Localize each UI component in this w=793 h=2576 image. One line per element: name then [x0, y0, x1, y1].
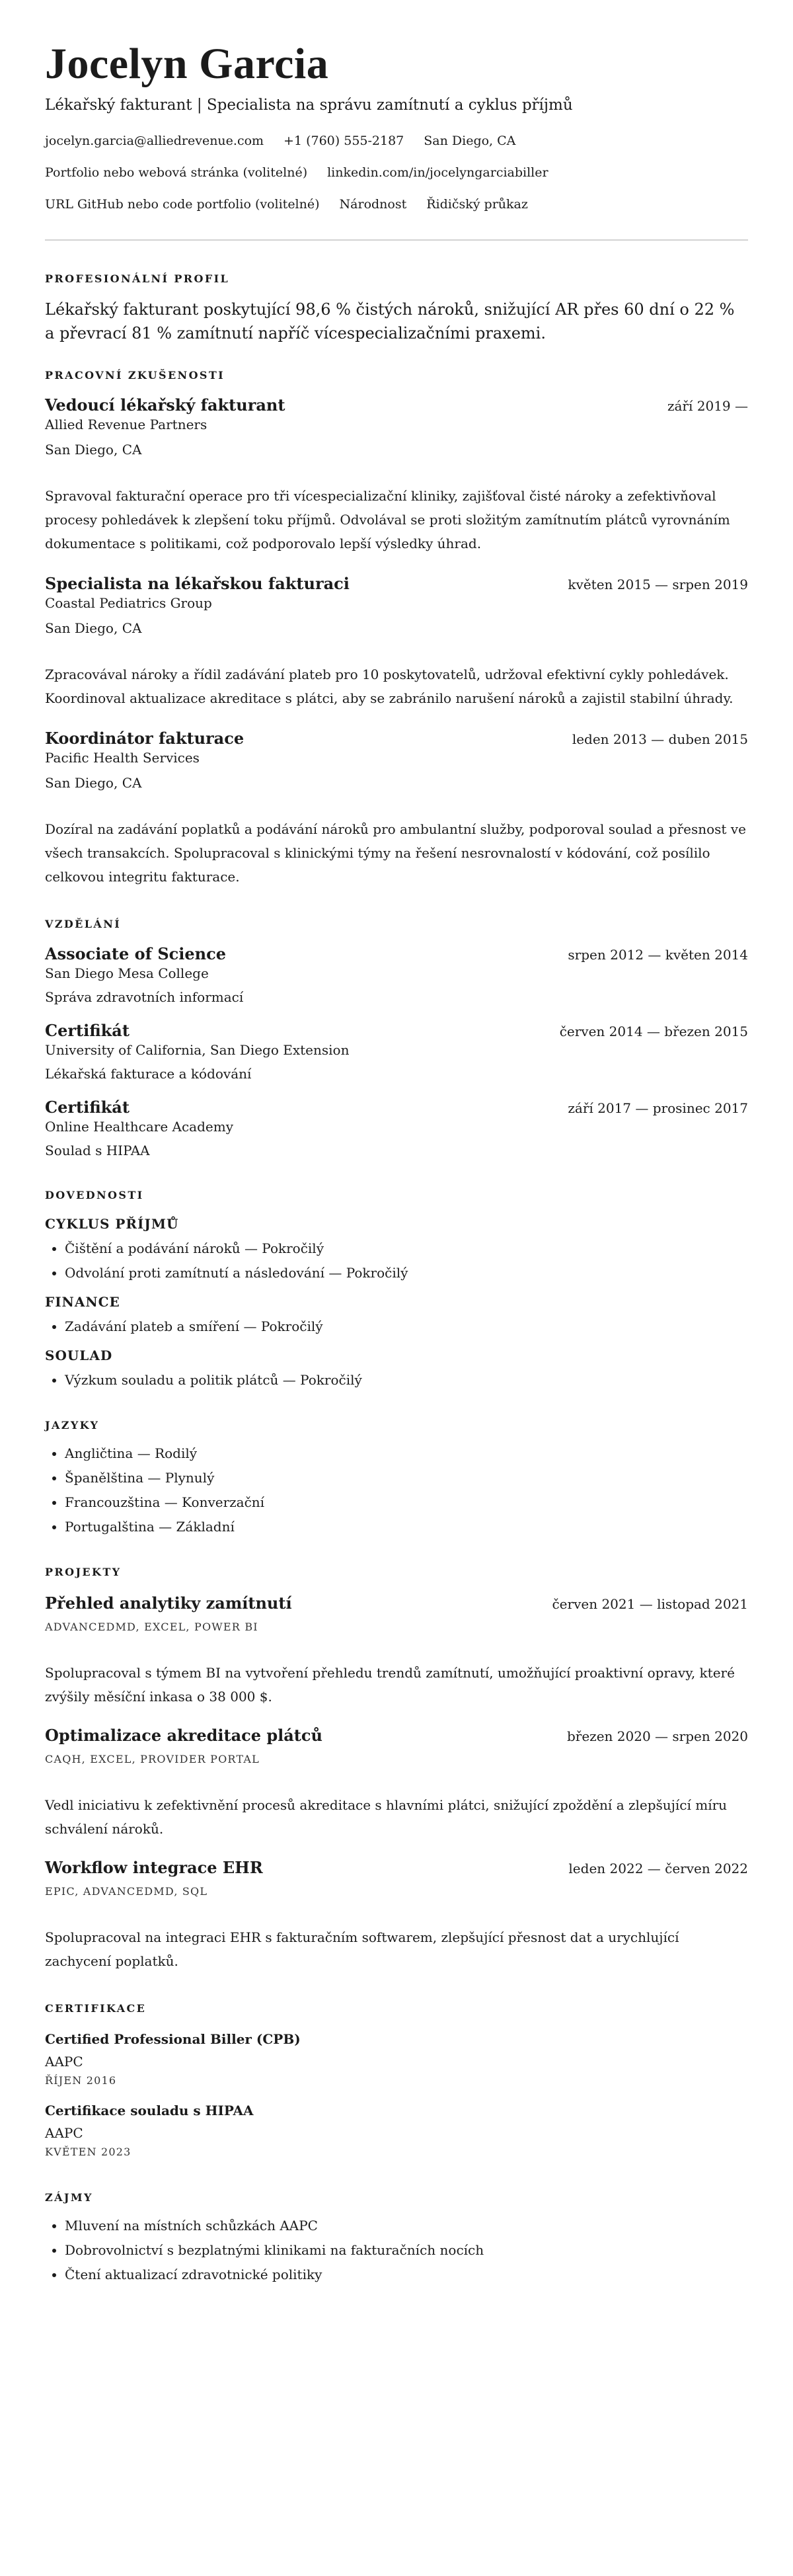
education-entry [45, 1098, 748, 1160]
skill-category: SOULAD [45, 1348, 113, 1363]
certification-issuer: AAPC [45, 2054, 83, 2070]
project-entry [45, 1858, 748, 1973]
job-location: San Diego, CA [45, 620, 142, 636]
linkedin-link[interactable]: linkedin.com/in/jocelyngarciabiller [327, 165, 548, 180]
language-item: • Španělština — Plynulý [65, 1466, 748, 1490]
section-title-certifications: CERTIFIKACE [45, 2002, 147, 2015]
portfolio-link[interactable]: Portfolio nebo webová stránka (volitelné) [45, 165, 308, 180]
languages-section [45, 1419, 748, 1539]
skill-item: • Zadávání plateb a smíření — Pokročilý [65, 1314, 748, 1339]
school: Online Healthcare Academy [45, 1119, 234, 1135]
certification-name: Certifikace souladu s HIPAA [45, 2103, 254, 2118]
header-divider [45, 239, 748, 241]
project-dates: leden 2022 — červen 2022 [568, 1861, 748, 1876]
certification-date: KVĚTEN 2023 [45, 2146, 132, 2158]
certification-issuer: AAPC [45, 2125, 83, 2141]
field-of-study: Lékařská fakturace a kódování [45, 1066, 252, 1082]
project-description: Spolupracoval na integraci EHR s fakturačním softwarem, zlepšující přesnost dat a urychlující zachycení poplatků. [45, 1929, 679, 1969]
project-tech: EPIC, ADVANCEDMD, SQL [45, 1885, 208, 1898]
section-title-languages: JAZYKY [45, 1419, 100, 1431]
project-name: Optimalizace akreditace plátců [45, 1726, 322, 1745]
education-entry [45, 944, 748, 1006]
job-description: Dozíral na zadávání poplatků a podávání nároků pro ambulantní služby, podporoval soulad a přesnost ve všech transakcích. Spolupracoval s klinickými týmy na řešení nesrovnalostí v kódování, což posílilo celkovou integritu fakturace. [45, 821, 746, 885]
contact-row-1 [45, 132, 748, 149]
job-dates: květen 2015 — srpen 2019 [568, 577, 748, 592]
job-company: Allied Revenue Partners [45, 417, 208, 432]
job-dates: září 2019 — [667, 398, 748, 414]
degree: Certifikát [45, 1021, 130, 1040]
certifications-section [45, 2002, 748, 2159]
education-dates: červen 2014 — březen 2015 [559, 1024, 748, 1039]
section-title-profile: PROFESIONÁLNÍ PROFIL [45, 272, 230, 285]
section-title-skills: DOVEDNOSTI [45, 1189, 144, 1201]
school: San Diego Mesa College [45, 965, 209, 981]
job-description: Spravoval fakturační operace pro tři vícespecializační kliniky, zajišťoval čisté nároky a zefektivňoval procesy pohledávek k zlepšení toku příjmů. Odvolával se proti složitým zamítnutím plátců vyrovnáním dokumentace s politikami, což podporovalo lepší výsledky úhrad. [45, 488, 730, 551]
skill-list [45, 1236, 748, 1285]
location-text: San Diego, CA [424, 134, 516, 148]
skill-category: CYKLUS PŘÍJMŮ [45, 1216, 179, 1232]
education-entry [45, 1021, 748, 1083]
degree: Certifikát [45, 1098, 130, 1117]
job-role: Specialista na lékařskou fakturaci [45, 574, 350, 593]
language-item: • Angličtina — Rodilý [65, 1441, 748, 1466]
degree: Associate of Science [45, 944, 226, 963]
section-title-projects: PROJEKTY [45, 1566, 122, 1578]
certification-entry [45, 2030, 748, 2088]
skill-group [45, 1293, 748, 1339]
job-role: Koordinátor fakturace [45, 729, 245, 748]
interests-section [45, 2191, 748, 2287]
candidate-name: Jocelyn Garcia [45, 40, 329, 88]
certification-date: ŘÍJEN 2016 [45, 2074, 117, 2087]
project-tech: ADVANCEDMD, EXCEL, POWER BI [45, 1621, 258, 1633]
skill-list [45, 1314, 748, 1339]
phone-text: +1 (760) 555-2187 [283, 134, 404, 148]
job-description: Zpracovával nároky a řídil zadávání plateb pro 10 poskytovatelů, udržoval efektivní cykly pohledávek. Koordinoval aktualizace akreditace s plátci, aby se zabránilo narušení nároků a zajistil stabilní úhrady. [45, 666, 734, 706]
education-section [45, 918, 748, 1160]
interest-item: • Dobrovolnictví s bezplatnými klinikami na fakturačních nocích [65, 2238, 748, 2263]
job-company: Coastal Pediatrics Group [45, 595, 212, 611]
school: University of California, San Diego Extension [45, 1042, 350, 1058]
project-dates: březen 2020 — srpen 2020 [566, 1728, 748, 1744]
project-entry [45, 1593, 748, 1709]
headline: Lékařský fakturant | Specialista na správu zamítnutí a cyklus příjmů [45, 97, 573, 114]
experience-entry [45, 574, 748, 710]
resume-header [45, 41, 748, 213]
project-name: Workflow integrace EHR [45, 1858, 263, 1877]
experience-section [45, 369, 748, 889]
projects-section [45, 1566, 748, 1973]
skills-section [45, 1189, 748, 1392]
experience-entry [45, 395, 748, 555]
language-item: • Portugalština — Základní [65, 1515, 748, 1539]
field-of-study: Správa zdravotních informací [45, 989, 244, 1005]
skill-item: • Výzkum souladu a politik plátců — Pokročilý [65, 1368, 748, 1392]
education-dates: srpen 2012 — květen 2014 [568, 947, 748, 963]
skill-category: FINANCE [45, 1294, 120, 1310]
education-dates: září 2017 — prosinec 2017 [568, 1100, 748, 1116]
job-company: Pacific Health Services [45, 750, 200, 766]
interest-item: • Čtení aktualizací zdravotnické politiky [65, 2263, 748, 2287]
skill-group [45, 1347, 748, 1392]
section-title-experience: PRACOVNÍ ZKUŠENOSTI [45, 369, 225, 382]
contact-row-2 [45, 164, 748, 181]
project-tech: CAQH, EXCEL, PROVIDER PORTAL [45, 1753, 260, 1765]
skill-group [45, 1215, 748, 1285]
section-title-education: VZDĚLÁNÍ [45, 918, 122, 930]
section-title-interests: ZÁJMY [45, 2191, 93, 2204]
job-role: Vedoucí lékařský fakturant [45, 395, 285, 415]
project-name: Přehled analytiky zamítnutí [45, 1593, 292, 1613]
skill-item: • Čištění a podávání nároků — Pokročilý [65, 1236, 748, 1261]
project-dates: červen 2021 — listopad 2021 [552, 1596, 748, 1612]
email-link[interactable]: jocelyn.garcia@alliedrevenue.com [45, 134, 264, 148]
github-link[interactable]: URL GitHub nebo code portfolio (volitelné) [45, 197, 320, 212]
language-list [45, 1441, 748, 1539]
project-entry [45, 1726, 748, 1841]
profile-summary: Lékařský fakturant poskytující 98,6 % čistých nároků, snižující AR přes 60 dní o 22 % a převrací 81 % zamítnutí napříč vícespecializačními praxemi. [45, 300, 735, 342]
certification-entry [45, 2101, 748, 2159]
language-item: • Francouzština — Konverzační [65, 1490, 748, 1515]
nationality-text: Národnost [339, 197, 407, 212]
skill-item: • Odvolání proti zamítnutí a následování — Pokročilý [65, 1261, 748, 1285]
job-dates: leden 2013 — duben 2015 [572, 731, 748, 747]
job-location: San Diego, CA [45, 442, 142, 458]
project-description: Vedl iniciativu k zefektivnění procesů akreditace s hlavními plátci, snižující zpoždění a zlepšující míru schválení nároků. [45, 1797, 728, 1837]
experience-entry [45, 729, 748, 889]
certification-name: Certified Professional Biller (CPB) [45, 2031, 301, 2047]
license-text: Řidičský průkaz [426, 197, 528, 212]
project-description: Spolupracoval s týmem BI na vytvoření přehledu trendů zamítnutí, umožňující proaktivní opravy, které zvýšily měsíční inkasa o 38 000 $. [45, 1665, 735, 1705]
field-of-study: Soulad s HIPAA [45, 1143, 150, 1158]
job-location: San Diego, CA [45, 775, 142, 791]
interest-list [45, 2214, 748, 2287]
interest-item: • Mluvení na místních schůzkách AAPC [65, 2214, 748, 2238]
contact-row-3 [45, 196, 748, 213]
skill-list [45, 1368, 748, 1392]
profile-section [45, 272, 748, 345]
